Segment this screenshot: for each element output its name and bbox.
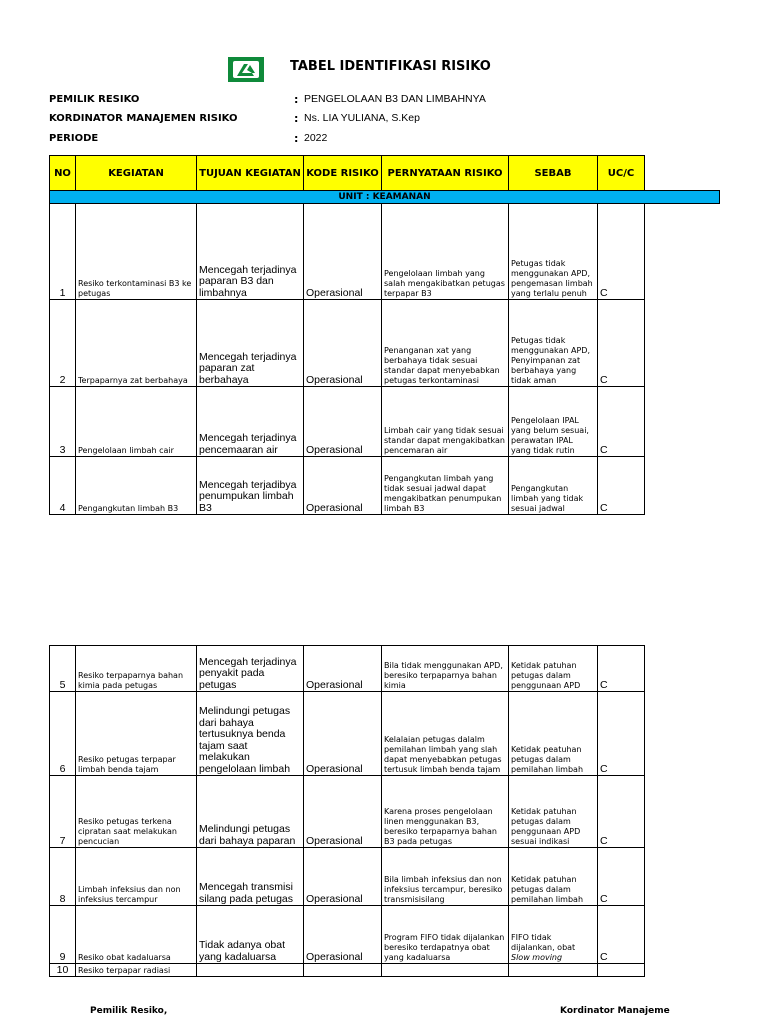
cell-kode [304,964,382,977]
document-title: TABEL IDENTIFIKASI RISIKO [290,59,491,74]
cell-no: 9 [50,906,76,964]
cell-sebab [509,964,598,977]
cell-pernyataan: Bila limbah infeksius dan non infeksius tercampur, beresiko transmisisilang [382,848,509,906]
cell-kegiatan: Resiko obat kadaluarsa [76,906,197,964]
cell-kode: Operasional [304,300,382,387]
cell-kegiatan: Pengelolaan limbah cair [76,387,197,457]
cell-tujuan: Mencegah terjadinya pencemaaran air [197,387,304,457]
row-spacer [645,457,720,515]
cell-no: 7 [50,776,76,848]
cell-no: 8 [50,848,76,906]
cell-pernyataan: Bila tidak menggunakan APD, beresiko terpaparnya bahan kimia [382,646,509,692]
cell-kegiatan: Resiko petugas terpapar limbah benda tajam [76,692,197,776]
header-ucc: UC/C [598,156,645,191]
cell-no: 6 [50,692,76,776]
table-row [50,692,645,776]
header-no: NO [50,156,76,191]
cell-tujuan [197,964,304,977]
table-header-row [50,156,720,191]
meta-value-kordinator: Ns. LIA YULIANA, S.Kep [304,112,420,124]
risk-table-bottom [49,645,645,977]
meta-colon: : [294,93,299,106]
cell-ucc: C [598,848,645,906]
cell-ucc: C [598,387,645,457]
cell-tujuan: Mencegah transmisi silang pada petugas [197,848,304,906]
cell-pernyataan: Limbah cair yang tidak sesuai standar dapat mengakibatkan pencemaran air [382,387,509,457]
cell-kegiatan: Resiko terkontaminasi B3 ke petugas [76,204,197,300]
cell-sebab: Ketidak patuhan petugas dalam penggunaan APD sesuai indikasi [509,776,598,848]
meta-label-pemilik: PEMILIK RESIKO [49,94,140,105]
table-row [50,300,720,387]
risk-table-top [49,155,720,515]
cell-kode: Operasional [304,457,382,515]
cell-kegiatan: Terpaparnya zat berbahaya [76,300,197,387]
table-row [50,776,645,848]
cell-tujuan: Melindungi petugas dari bahaya paparan [197,776,304,848]
logo-icon [233,61,259,78]
cell-no: 4 [50,457,76,515]
table-row [50,457,720,515]
cell-pernyataan: Kelalaian petugas dalalm pemilahan limbah yang slah dapat menyebabkan petugas tertusuk limbah benda tajam [382,692,509,776]
header-sebab: SEBAB [509,156,598,191]
signature-label-kordinator: Kordinator Manajeme [560,1006,670,1016]
table-row [50,387,720,457]
cell-sebab: Ketidak patuhan petugas dalam pemilahan limbah [509,848,598,906]
header-pernyataan: PERNYATAAN RISIKO [382,156,509,191]
cell-pernyataan [382,964,509,977]
meta-value-pemilik: PENGELOLAAN B3 DAN LIMBAHNYA [304,93,486,105]
cell-ucc: C [598,300,645,387]
table-row [50,964,645,977]
cell-sebab: Pengelolaan IPAL yang belum sesuai, perawatan IPAL yang tidak rutin [509,387,598,457]
table-row [50,646,645,692]
table-row [50,848,645,906]
meta-label-kordinator: KORDINATOR MANAJEMEN RISIKO [49,113,238,124]
cell-pernyataan: Karena proses pengelolaan linen menggunakan B3, beresiko terpaparnya bahan B3 pada petugas [382,776,509,848]
cell-pernyataan: Penanganan xat yang berbahaya tidak sesuai standar dapat menyebabkan petugas terkontaminasi [382,300,509,387]
cell-ucc: C [598,204,645,300]
cell-ucc: C [598,646,645,692]
meta-value-periode: 2022 [304,132,328,144]
cell-tujuan: Mencegah terjadinya penyakit pada petugas [197,646,304,692]
cell-sebab-italic: Slow moving [511,953,563,962]
cell-kode: Operasional [304,906,382,964]
cell-tujuan: Mencegah terjadibya penumpukan limbah B3 [197,457,304,515]
cell-no: 10 [50,964,76,977]
header-spacer [645,156,720,191]
row-spacer [645,300,720,387]
cell-pernyataan: Pengelolaan limbah yang salah mengakibatkan petugas terpapar B3 [382,204,509,300]
signature-label-pemilik: Pemilik Resiko, [90,1006,168,1016]
meta-label-periode: PERIODE [49,133,99,144]
cell-sebab: Ketidak patuhan petugas dalam penggunaan APD [509,646,598,692]
meta-colon: : [294,112,299,125]
cell-kode: Operasional [304,646,382,692]
unit-label: UNIT : KEAMANAN [50,191,720,204]
cell-ucc: C [598,692,645,776]
cell-pernyataan: Program FIFO tidak dijalankan beresiko terdapatnya obat yang kadaluarsa [382,906,509,964]
cell-sebab: Ketidak peatuhan petugas dalam pemilahan limbah [509,692,598,776]
cell-tujuan: Tidak adanya obat yang kadaluarsa [197,906,304,964]
cell-kegiatan: Pengangkutan limbah B3 [76,457,197,515]
cell-kode: Operasional [304,387,382,457]
cell-ucc: C [598,906,645,964]
cell-ucc [598,964,645,977]
cell-kegiatan: Resiko terpaparnya bahan kimia pada petugas [76,646,197,692]
cell-no: 2 [50,300,76,387]
meta-colon: : [294,132,299,145]
cell-kegiatan: Limbah infeksius dan non infeksius tercampur [76,848,197,906]
cell-tujuan: Mencegah terjadinya paparan zat berbahaya [197,300,304,387]
cell-tujuan: Melindungi petugas dari bahaya tertusuknya benda tajam saat melakukan pengelolaan limbah [197,692,304,776]
unit-row [50,191,720,204]
cell-kode: Operasional [304,692,382,776]
header-kegiatan: KEGIATAN [76,156,197,191]
company-logo [228,57,264,82]
header-kode: KODE RISIKO [304,156,382,191]
row-spacer [645,387,720,457]
table-row [50,204,720,300]
cell-sebab [509,906,598,964]
cell-kode: Operasional [304,776,382,848]
cell-kegiatan: Resiko terpapar radiasi [76,964,197,977]
header-tujuan: TUJUAN KEGIATAN [197,156,304,191]
cell-kegiatan: Resiko petugas terkena cipratan saat melakukan pencucian [76,776,197,848]
cell-sebab: Petugas tidak menggunakan APD, Penyimpanan zat berbahaya yang tidak aman [509,300,598,387]
cell-tujuan: Mencegah terjadinya paparan B3 dan limbahnya [197,204,304,300]
table-row [50,906,645,964]
cell-no: 3 [50,387,76,457]
cell-kode: Operasional [304,204,382,300]
cell-no: 5 [50,646,76,692]
row-spacer [645,204,720,300]
cell-pernyataan: Pengangkutan limbah yang tidak sesuai jadwal dapat mengakibatkan penumpukan limbah B3 [382,457,509,515]
cell-ucc: C [598,776,645,848]
cell-no: 1 [50,204,76,300]
cell-sebab: Petugas tidak menggunakan APD, pengemasan limbah yang terlalu penuh [509,204,598,300]
cell-sebab-text: FIFO tidak dijalankan, obat [511,933,576,952]
cell-ucc: C [598,457,645,515]
cell-kode: Operasional [304,848,382,906]
cell-sebab: Pengangkutan limbah yang tidak sesuai jadwal [509,457,598,515]
